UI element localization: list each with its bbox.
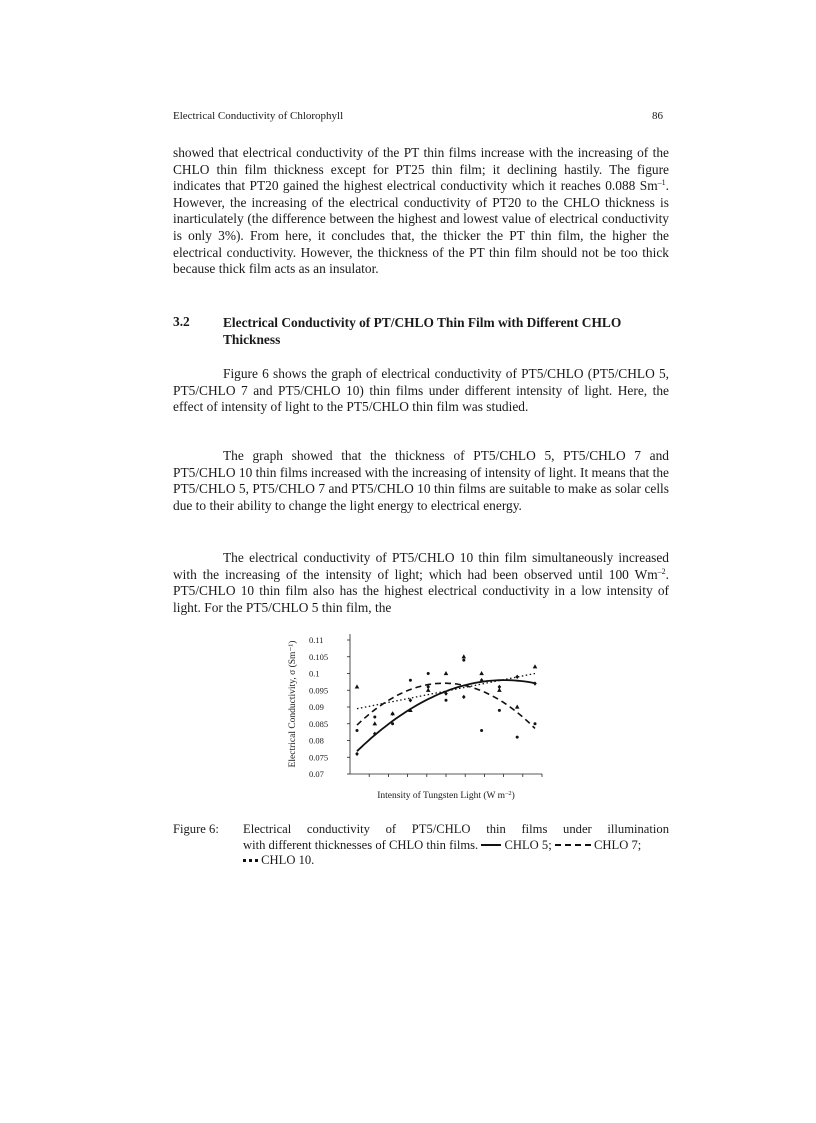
y-tick-label: 0.095 — [309, 685, 329, 696]
legend-chlo7: CHLO 7; — [594, 837, 642, 852]
data-point-series-2 — [409, 679, 412, 682]
paragraph-4-part-a: The electrical conductivity of PT5/CHLO 10 thin film simultaneously increased with the increasing of the intensity of light; which had been observed until 100 Wm — [173, 550, 669, 582]
section-title: Electrical Conductivity of PT/CHLO Thin Film with Different CHLO Thickness — [223, 315, 622, 347]
y-tick-label: 0.07 — [309, 769, 324, 779]
page-number: 86 — [652, 110, 663, 122]
y-tick-label: 0.105 — [309, 651, 329, 662]
data-point-series-3 — [533, 664, 538, 668]
section-number: 3.2 — [173, 314, 190, 329]
legend-solid-line-icon — [481, 844, 501, 848]
data-point-series-1 — [515, 675, 519, 679]
paragraph-1 — [173, 145, 669, 278]
legend-dashed-line-icon — [555, 844, 591, 848]
data-point-series-3 — [444, 671, 449, 675]
data-point-series-2 — [356, 729, 359, 732]
data-point-series-2 — [427, 672, 430, 675]
data-point-series-2 — [445, 699, 448, 702]
y-tick-label: 0.11 — [309, 635, 324, 645]
legend-dotted-line-icon — [243, 859, 258, 864]
data-point-series-2 — [462, 659, 465, 662]
fit-line-series-2 — [357, 683, 535, 728]
data-point-series-3 — [462, 654, 467, 658]
conductivity-chart — [280, 626, 560, 806]
x-axis-label-end: ) — [511, 791, 515, 801]
y-tick-label: 0.09 — [309, 702, 324, 712]
data-point-series-1 — [462, 695, 466, 699]
fit-line-series-1 — [357, 680, 535, 751]
paragraph-4-part-b: . PT5/CHLO 10 thin film also has the highest electrical conductivity in a low intensity of light. For the PT5/CHLO 5 thin film, the — [173, 566, 669, 615]
unit-superscript: –1 — [657, 178, 666, 188]
data-point-series-2 — [516, 736, 519, 739]
data-point-series-2 — [534, 722, 537, 725]
data-point-series-3 — [373, 721, 378, 725]
data-point-series-3 — [497, 688, 502, 692]
x-axis-label-sup: –2 — [505, 789, 512, 797]
y-tick-label: 0.085 — [309, 718, 329, 729]
legend-chlo5: CHLO 5; — [504, 837, 552, 852]
data-point-series-3 — [426, 688, 431, 692]
data-point-series-2 — [373, 716, 376, 719]
running-header-title: Electrical Conductivity of Chlorophyll — [173, 110, 344, 122]
x-axis-label — [377, 790, 515, 802]
y-tick-label: 0.1 — [309, 668, 320, 679]
y-tick-label: 0.08 — [309, 735, 324, 746]
data-point-series-1 — [355, 752, 359, 756]
paragraph-2: Figure 6 shows the graph of electrical conductivity of PT5/CHLO (PT5/CHLO 5, PT5/CHLO 7 and PT5/CHLO 10) thin films under different intensity of light. Here, the effect of intensity of light to the PT5/CHLO thin film was studied. — [173, 366, 669, 415]
figure-caption — [243, 822, 669, 869]
x-axis-label-main: Intensity of Tungsten Light (W m — [377, 791, 506, 801]
data-point-series-2 — [480, 729, 483, 732]
unit-superscript: –2 — [657, 566, 666, 576]
data-point-series-3 — [515, 705, 520, 709]
figure-label: Figure 6: — [173, 822, 219, 836]
data-point-series-2 — [498, 709, 501, 712]
data-point-series-3 — [390, 711, 395, 715]
data-point-series-3 — [355, 684, 360, 688]
caption-line-1: Electrical conductivity of PT5/CHLO thin films under illumination — [243, 822, 669, 836]
data-point-series-1 — [533, 681, 537, 685]
paragraph-1-part-b: . However, the increasing of the electrical conductivity of PT20 to the CHLO thickness is inarticulately (the difference between the highest and lowest value of electrical conductivity is only 3%). From here, it concludes that, the thicker the PT thin film, the higher the electrical conductivity. However, the thickness of the PT thin film should not be too thick because thick film acts as an insulator. — [173, 178, 669, 277]
paragraph-3: The graph showed that the thickness of PT5/CHLO 5, PT5/CHLO 7 and PT5/CHLO 10 thin films increased with the increasing of intensity of light. It means that the PT5/CHLO 5, PT5/CHLO 7 and PT5/CHLO 10 thin films are suitable to make as solar cells due to their ability to change the light energy to electrical energy. — [173, 448, 669, 513]
y-axis-label: Electrical Conductivity, σ (Sm⁻¹) — [288, 640, 298, 768]
paragraph-1-part-a: showed that electrical conductivity of the PT thin films increase with the increasing of the CHLO thin film thickness except for PT25 thin film; it declining hastily. The figure indicates that PT20 gained the highest electrical conductivity which it reaches 0.088 Sm — [173, 145, 669, 194]
legend-chlo10: CHLO 10. — [261, 853, 315, 867]
caption-line-2: with different thicknesses of CHLO thin films. — [243, 837, 479, 852]
y-tick-label: 0.075 — [309, 752, 329, 763]
paragraph-4 — [173, 550, 669, 616]
data-point-series-2 — [391, 722, 394, 725]
data-point-series-3 — [479, 671, 484, 675]
